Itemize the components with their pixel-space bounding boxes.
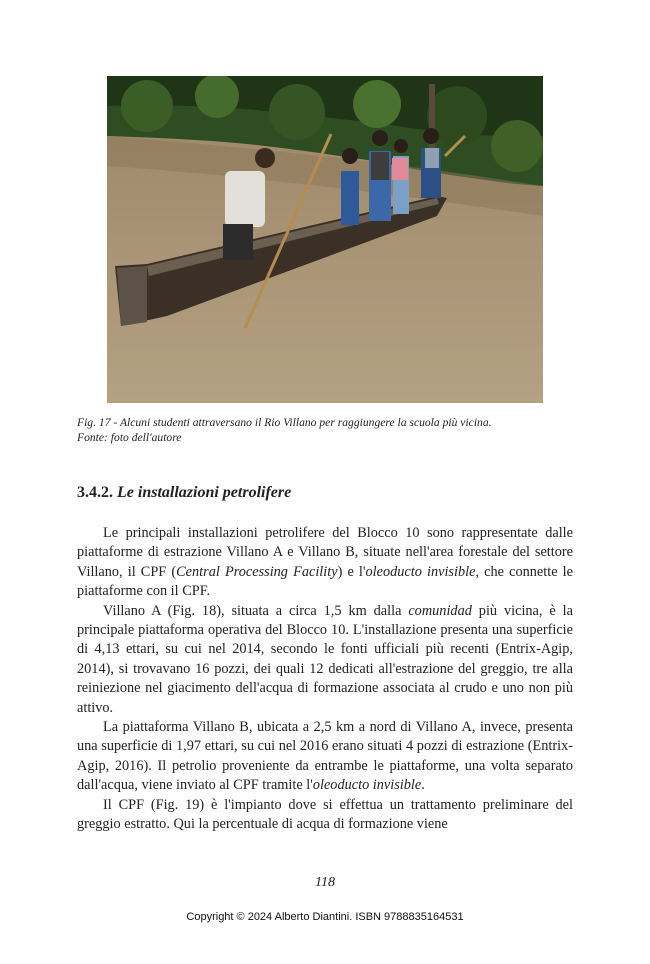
section-title: Le installazioni petrolifere [117, 484, 292, 501]
text-run: . [421, 777, 425, 794]
text-run: ) e l' [337, 563, 366, 580]
figure-caption-line: Fig. 17 - Alcuni studenti attraversano il Rio Villano per raggiungere la scuola più vicina. [77, 416, 492, 429]
copyright-notice: Copyright © 2024 Alberto Diantini. ISBN 9788835164531 [186, 911, 464, 923]
italic-run: Central Processing Facility [176, 563, 338, 580]
river-canoe-photo [107, 76, 543, 403]
italic-run: oleoducto invisible [365, 563, 476, 580]
text-run: Villano A (Fig. 18), situata a circa 1,5 km dalla [103, 602, 409, 619]
figure-caption [77, 415, 575, 445]
italic-run: oleoducto invisible [312, 777, 422, 794]
text-run: Le principali installazioni petrolifere del Blocco 10 sono rappresentate dalle piattaforme di estrazione Villano A e Villano B, situate nell'area forestale del settore Villano, il CPF ( [77, 525, 573, 580]
italic-run: comunidad [408, 602, 472, 619]
body-text [77, 524, 573, 835]
text-run: Il CPF (Fig. 19) è l'impianto dove si effettua un trattamento preliminare del greggio estratto. Qui la percentuale di acqua di formazione viene [77, 796, 573, 833]
page-number: 118 [315, 875, 335, 890]
text-run: più vicina, è la principale piattaforma operativa del Blocco 10. L'installazione presenta una superficie di 4,13 ettari, su cui nel 2014, secondo le fonti ufficiali più recenti (Entrix-Agip, 2014), si trovavano 16 pozzi, dei quali 12 dedicati all'estrazione del greggio, tre alla reiniezione nel giacimento dell'acqua di formazione associata al crudo e uno non più attivo. [77, 602, 573, 716]
section-number: 3.4.2. [77, 484, 113, 501]
paragraph [77, 524, 573, 602]
figure-source-line: Fonte: foto dell'autore [77, 431, 182, 444]
text-run: , che connette le piattaforme con il CPF. [77, 563, 573, 600]
section-heading [77, 484, 291, 502]
paragraph [77, 718, 573, 796]
text-run: La piattaforma Villano B, ubicata a 2,5 km a nord di Villano A, invece, presenta una superficie di 1,97 ettari, su cui nel 2016 erano situati 4 pozzi di estrazione (Entrix-Agip, 2016). Il petrolio proveniente da entrambe le piattaforme, una volta separato dall'acqua, viene inviato al CPF tramite l' [77, 719, 573, 794]
paragraph [77, 602, 573, 718]
paragraph [77, 796, 573, 835]
